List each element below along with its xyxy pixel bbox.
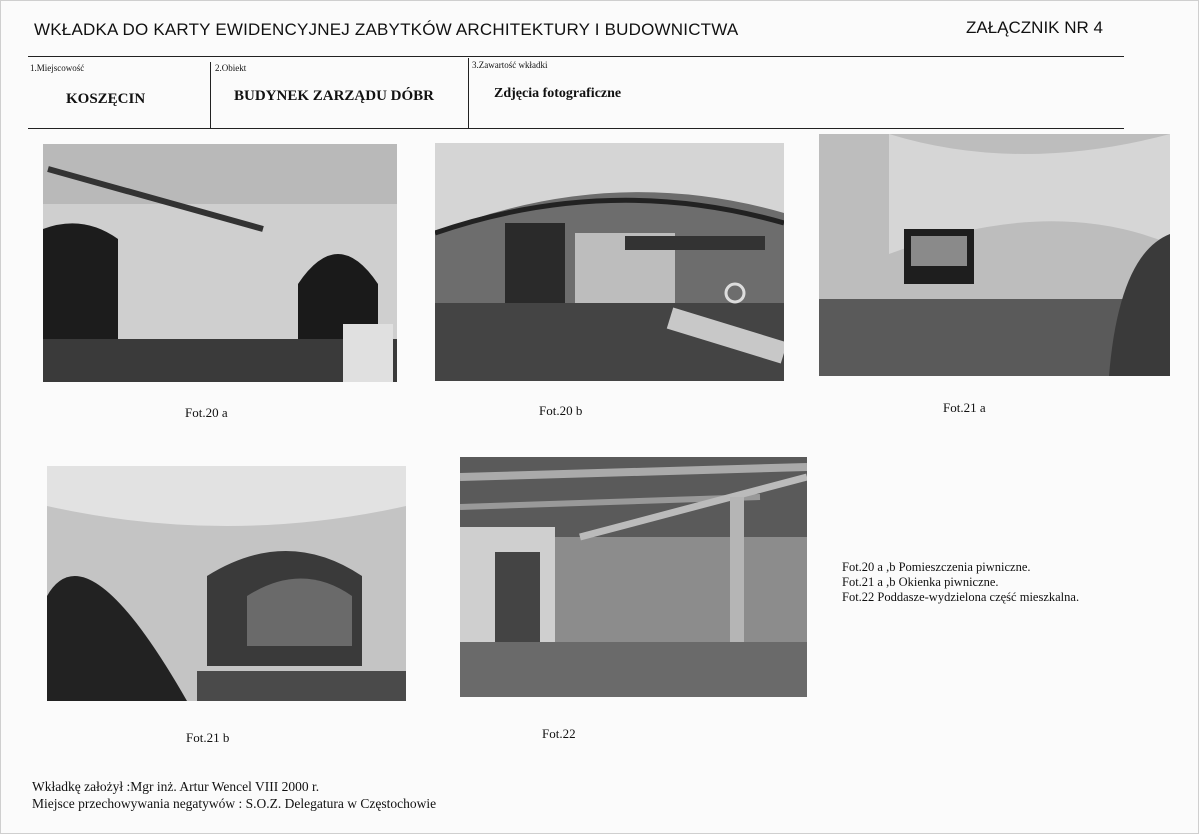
photo-20a: [43, 144, 397, 382]
caption-22: Fot.22: [542, 726, 576, 741]
header-rule-top: [28, 56, 1124, 57]
field-value-location: KOSZĘCIN: [66, 91, 146, 107]
field-value-contents: Zdjęcia fotograficzne: [494, 86, 622, 101]
caption-20b: Fot.20 b: [539, 403, 583, 418]
field-value-object: BUDYNEK ZARZĄDU DÓBR: [234, 88, 435, 104]
footer: [32, 778, 436, 812]
caption-20a: Fot.20 a: [185, 405, 228, 420]
field-label-object: 2.Obiekt: [215, 63, 247, 73]
footer-author: Wkładkę założył :Mgr inż. Artur Wencel VIII 2000 r.: [32, 779, 320, 794]
field-label-contents: 3.Zawartość wkładki: [472, 60, 548, 70]
field-divider-1: [210, 62, 211, 128]
header-rule-bottom: [28, 128, 1124, 129]
note-line-1: Fot.20 a ,b Pomieszczenia piwniczne.: [842, 560, 1031, 574]
note-line-3: Fot.22 Poddasze-wydzielona część mieszkalna.: [842, 590, 1080, 604]
field-divider-2: [468, 58, 469, 128]
footer-negatives: Miejsce przechowywania negatywów : S.O.Z. Delegatura w Częstochowie: [32, 796, 437, 811]
caption-21a: Fot.21 a: [943, 400, 986, 415]
caption-21b: Fot.21 b: [186, 730, 230, 745]
photo-notes: [842, 560, 1079, 605]
note-line-2: Fot.21 a ,b Okienka piwniczne.: [842, 575, 999, 589]
photo-21a: [819, 134, 1170, 376]
document-title: WKŁADKA DO KARTY EWIDENCYJNEJ ZABYTKÓW ARCHITEKTURY I BUDOWNICTWA: [34, 20, 739, 39]
field-label-location: 1.Miejscowość: [30, 63, 85, 73]
photo-21b: [47, 466, 406, 701]
annex-number: ZAŁĄCZNIK NR 4: [966, 18, 1103, 37]
photo-22: [460, 457, 807, 697]
photo-20b: [435, 143, 784, 381]
